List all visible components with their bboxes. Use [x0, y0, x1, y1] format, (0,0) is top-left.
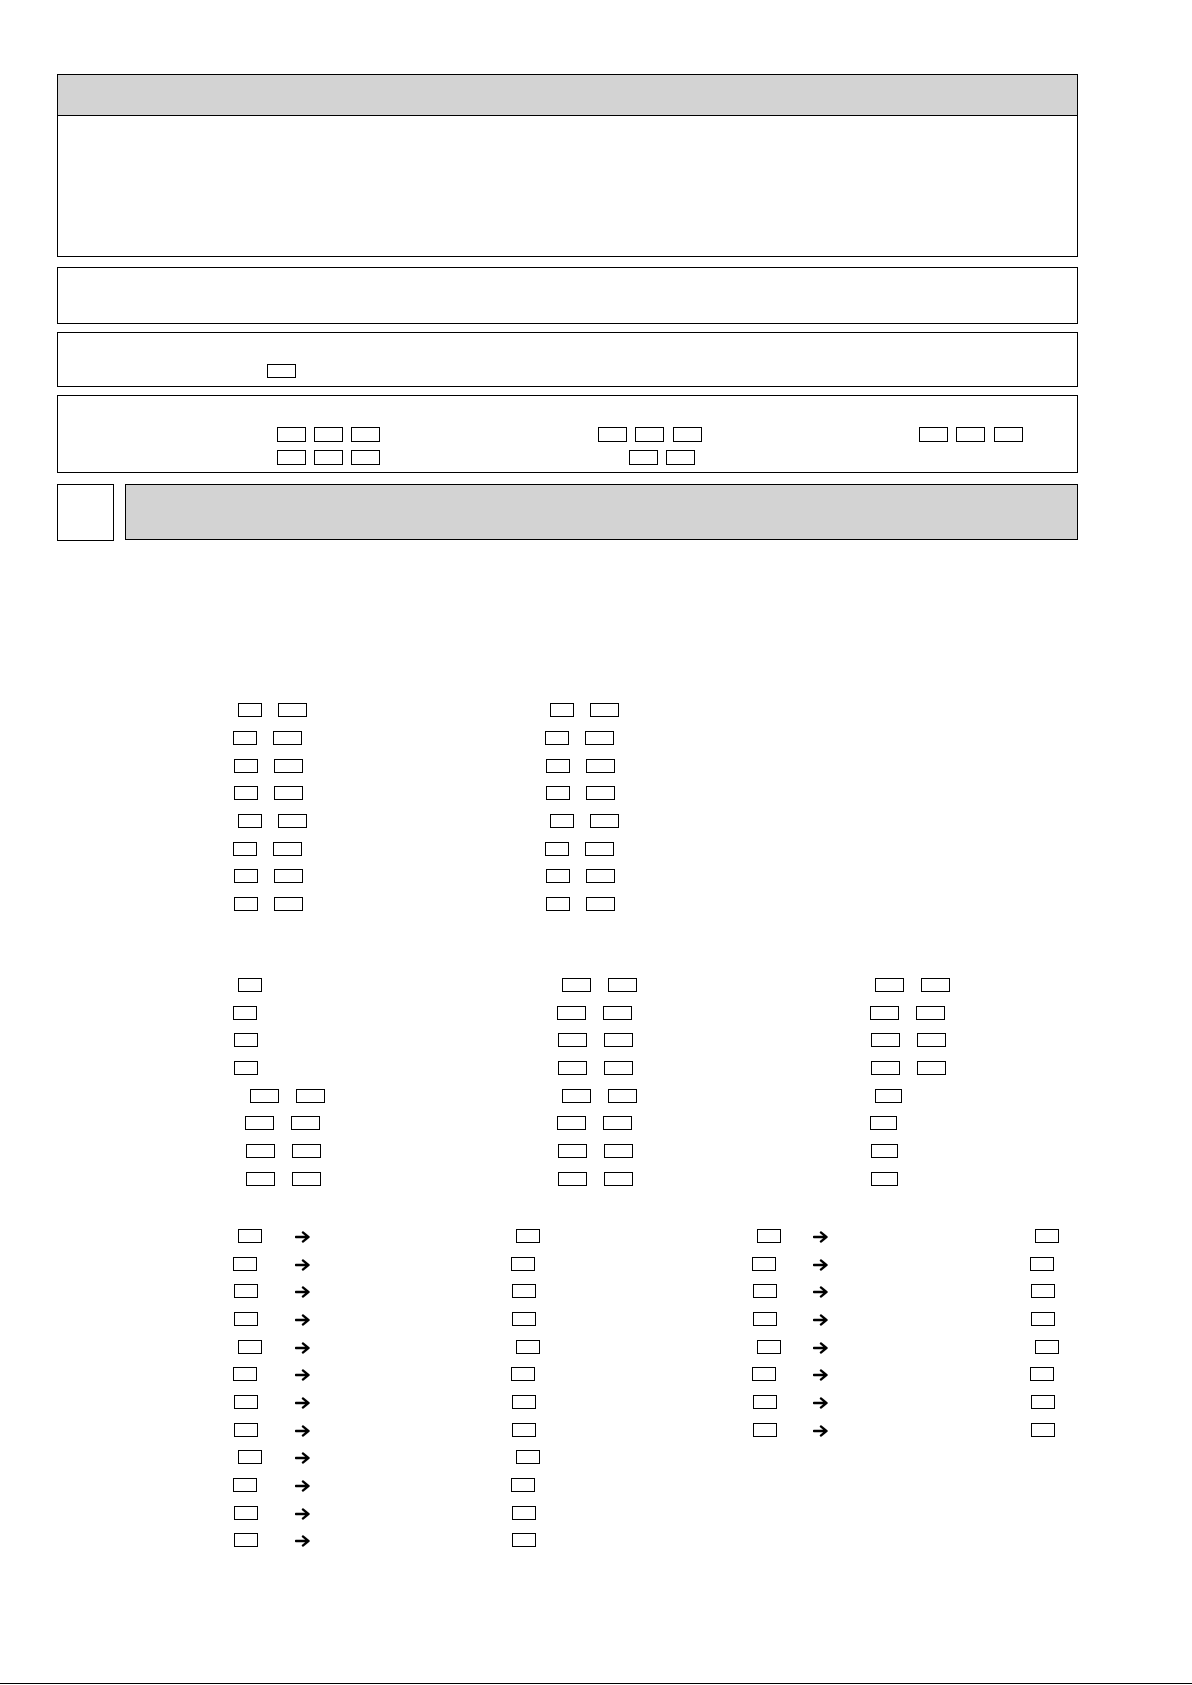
info-answer-box[interactable] [994, 427, 1023, 442]
right-arrow-icon [295, 1425, 311, 1437]
info-answer-box[interactable] [673, 427, 702, 442]
answer-box[interactable] [238, 978, 262, 992]
answer-box[interactable] [1031, 1423, 1055, 1437]
answer-box[interactable] [608, 978, 637, 992]
answer-box[interactable] [512, 1284, 536, 1298]
answer-box[interactable] [562, 1089, 591, 1103]
right-arrow-icon [295, 1397, 311, 1409]
answer-box[interactable] [246, 1172, 275, 1186]
answer-box[interactable] [557, 1116, 586, 1130]
answer-box[interactable] [753, 1395, 777, 1409]
answer-box[interactable] [512, 1533, 536, 1547]
info-answer-box[interactable] [267, 364, 296, 378]
right-arrow-icon [295, 1535, 311, 1547]
answer-box[interactable] [586, 869, 615, 883]
answer-box[interactable] [562, 978, 591, 992]
answer-box[interactable] [1035, 1340, 1059, 1354]
info-answer-box[interactable] [351, 427, 380, 442]
answer-box[interactable] [233, 731, 257, 745]
info-answer-box[interactable] [956, 427, 985, 442]
answer-box[interactable] [550, 814, 574, 828]
answer-box[interactable] [546, 869, 570, 883]
answer-box[interactable] [233, 1478, 257, 1492]
right-arrow-icon [813, 1314, 829, 1326]
answer-box[interactable] [238, 703, 262, 717]
answer-box[interactable] [512, 1312, 536, 1326]
answer-box[interactable] [233, 1006, 257, 1020]
answer-box[interactable] [274, 759, 303, 773]
answer-box[interactable] [590, 703, 619, 717]
answer-box[interactable] [511, 1367, 535, 1381]
answer-box[interactable] [245, 1116, 274, 1130]
answer-box[interactable] [246, 1144, 275, 1158]
answer-box[interactable] [870, 1006, 899, 1020]
answer-box[interactable] [234, 1533, 258, 1547]
answer-box[interactable] [604, 1033, 633, 1047]
answer-box[interactable] [233, 1257, 257, 1271]
answer-box[interactable] [278, 814, 307, 828]
answer-box[interactable] [752, 1367, 776, 1381]
answer-box[interactable] [604, 1172, 633, 1186]
answer-box[interactable] [238, 1229, 262, 1243]
answer-box[interactable] [512, 1395, 536, 1409]
answer-box[interactable] [274, 897, 303, 911]
answer-box[interactable] [586, 786, 615, 800]
answer-box[interactable] [604, 1061, 633, 1075]
right-arrow-icon [813, 1231, 829, 1243]
answer-box[interactable] [516, 1450, 540, 1464]
answer-box[interactable] [590, 814, 619, 828]
answer-box[interactable] [586, 897, 615, 911]
info-answer-box[interactable] [351, 450, 380, 465]
answer-box[interactable] [516, 1229, 540, 1243]
answer-box[interactable] [234, 1423, 258, 1437]
answer-box[interactable] [917, 1061, 946, 1075]
answer-box[interactable] [870, 1116, 897, 1130]
answer-box[interactable] [250, 1089, 279, 1103]
right-arrow-icon [813, 1342, 829, 1354]
answer-box[interactable] [238, 814, 262, 828]
answer-box[interactable] [512, 1423, 536, 1437]
right-arrow-icon [295, 1480, 311, 1492]
answer-box[interactable] [875, 978, 904, 992]
answer-box[interactable] [234, 1395, 258, 1409]
answer-box[interactable] [557, 1006, 586, 1020]
answer-box[interactable] [871, 1144, 898, 1158]
answer-box[interactable] [296, 1089, 325, 1103]
answer-box[interactable] [546, 759, 570, 773]
info-answer-box[interactable] [314, 427, 343, 442]
info-answer-box[interactable] [635, 427, 664, 442]
answer-box[interactable] [875, 1089, 902, 1103]
right-arrow-icon [295, 1508, 311, 1520]
answer-box[interactable] [753, 1312, 777, 1326]
answer-box[interactable] [753, 1423, 777, 1437]
right-arrow-icon [813, 1397, 829, 1409]
answer-box[interactable] [511, 1478, 535, 1492]
answer-box[interactable] [586, 759, 615, 773]
answer-box[interactable] [753, 1284, 777, 1298]
answer-box[interactable] [234, 1061, 258, 1075]
answer-box[interactable] [608, 1089, 637, 1103]
answer-box[interactable] [752, 1257, 776, 1271]
answer-box[interactable] [1030, 1367, 1054, 1381]
answer-box[interactable] [550, 703, 574, 717]
info-answer-box[interactable] [629, 450, 658, 465]
answer-box[interactable] [234, 1312, 258, 1326]
answer-box[interactable] [1031, 1395, 1055, 1409]
answer-box[interactable] [604, 1144, 633, 1158]
answer-box[interactable] [234, 1033, 258, 1047]
answer-box[interactable] [585, 731, 614, 745]
right-arrow-icon [295, 1369, 311, 1381]
answer-box[interactable] [234, 759, 258, 773]
answer-box[interactable] [234, 786, 258, 800]
answer-box[interactable] [603, 1116, 632, 1130]
answer-box[interactable] [546, 786, 570, 800]
answer-box[interactable] [603, 1006, 632, 1020]
answer-box[interactable] [546, 897, 570, 911]
right-arrow-icon [813, 1259, 829, 1271]
info-answer-box[interactable] [598, 427, 627, 442]
answer-box[interactable] [512, 1506, 536, 1520]
answer-box[interactable] [545, 731, 569, 745]
answer-box[interactable] [921, 978, 950, 992]
answer-box[interactable] [871, 1061, 900, 1075]
answer-box[interactable] [916, 1006, 945, 1020]
right-arrow-icon [295, 1452, 311, 1464]
answer-box[interactable] [558, 1144, 587, 1158]
right-arrow-icon [813, 1425, 829, 1437]
answer-box[interactable] [516, 1340, 540, 1354]
answer-box[interactable] [234, 869, 258, 883]
answer-box[interactable] [1035, 1229, 1059, 1243]
answer-box[interactable] [234, 1284, 258, 1298]
answer-box[interactable] [1031, 1312, 1055, 1326]
answer-box[interactable] [291, 1116, 320, 1130]
answer-box[interactable] [274, 869, 303, 883]
right-arrow-icon [813, 1369, 829, 1381]
bottom-rule [0, 1683, 1192, 1684]
right-arrow-icon [295, 1259, 311, 1271]
answer-box[interactable] [511, 1257, 535, 1271]
answer-box[interactable] [1031, 1284, 1055, 1298]
answer-box[interactable] [558, 1061, 587, 1075]
answer-box[interactable] [917, 1033, 946, 1047]
answer-box[interactable] [233, 1367, 257, 1381]
answer-box[interactable] [757, 1229, 781, 1243]
answer-box[interactable] [274, 786, 303, 800]
answer-box[interactable] [558, 1172, 587, 1186]
info-answer-box[interactable] [666, 450, 695, 465]
info-answer-box[interactable] [919, 427, 948, 442]
answer-box[interactable] [871, 1172, 898, 1186]
info-answer-box[interactable] [277, 450, 306, 465]
answer-box[interactable] [558, 1033, 587, 1047]
right-arrow-icon [295, 1286, 311, 1298]
answer-box[interactable] [234, 897, 258, 911]
answer-box[interactable] [238, 1450, 262, 1464]
answer-box[interactable] [757, 1340, 781, 1354]
right-arrow-icon [295, 1231, 311, 1243]
right-arrow-icon [295, 1342, 311, 1354]
answer-box[interactable] [292, 1144, 321, 1158]
answer-box[interactable] [234, 1506, 258, 1520]
answer-box[interactable] [871, 1033, 900, 1047]
right-arrow-icon [295, 1314, 311, 1326]
answer-box[interactable] [545, 842, 569, 856]
info-answer-box[interactable] [277, 427, 306, 442]
answer-box[interactable] [273, 731, 302, 745]
answer-box[interactable] [292, 1172, 321, 1186]
info-answer-box[interactable] [314, 450, 343, 465]
answer-box[interactable] [273, 842, 302, 856]
answer-box[interactable] [1030, 1257, 1054, 1271]
answer-box[interactable] [238, 1340, 262, 1354]
answer-box[interactable] [585, 842, 614, 856]
right-arrow-icon [813, 1286, 829, 1298]
answer-box[interactable] [233, 842, 257, 856]
answer-box[interactable] [278, 703, 307, 717]
